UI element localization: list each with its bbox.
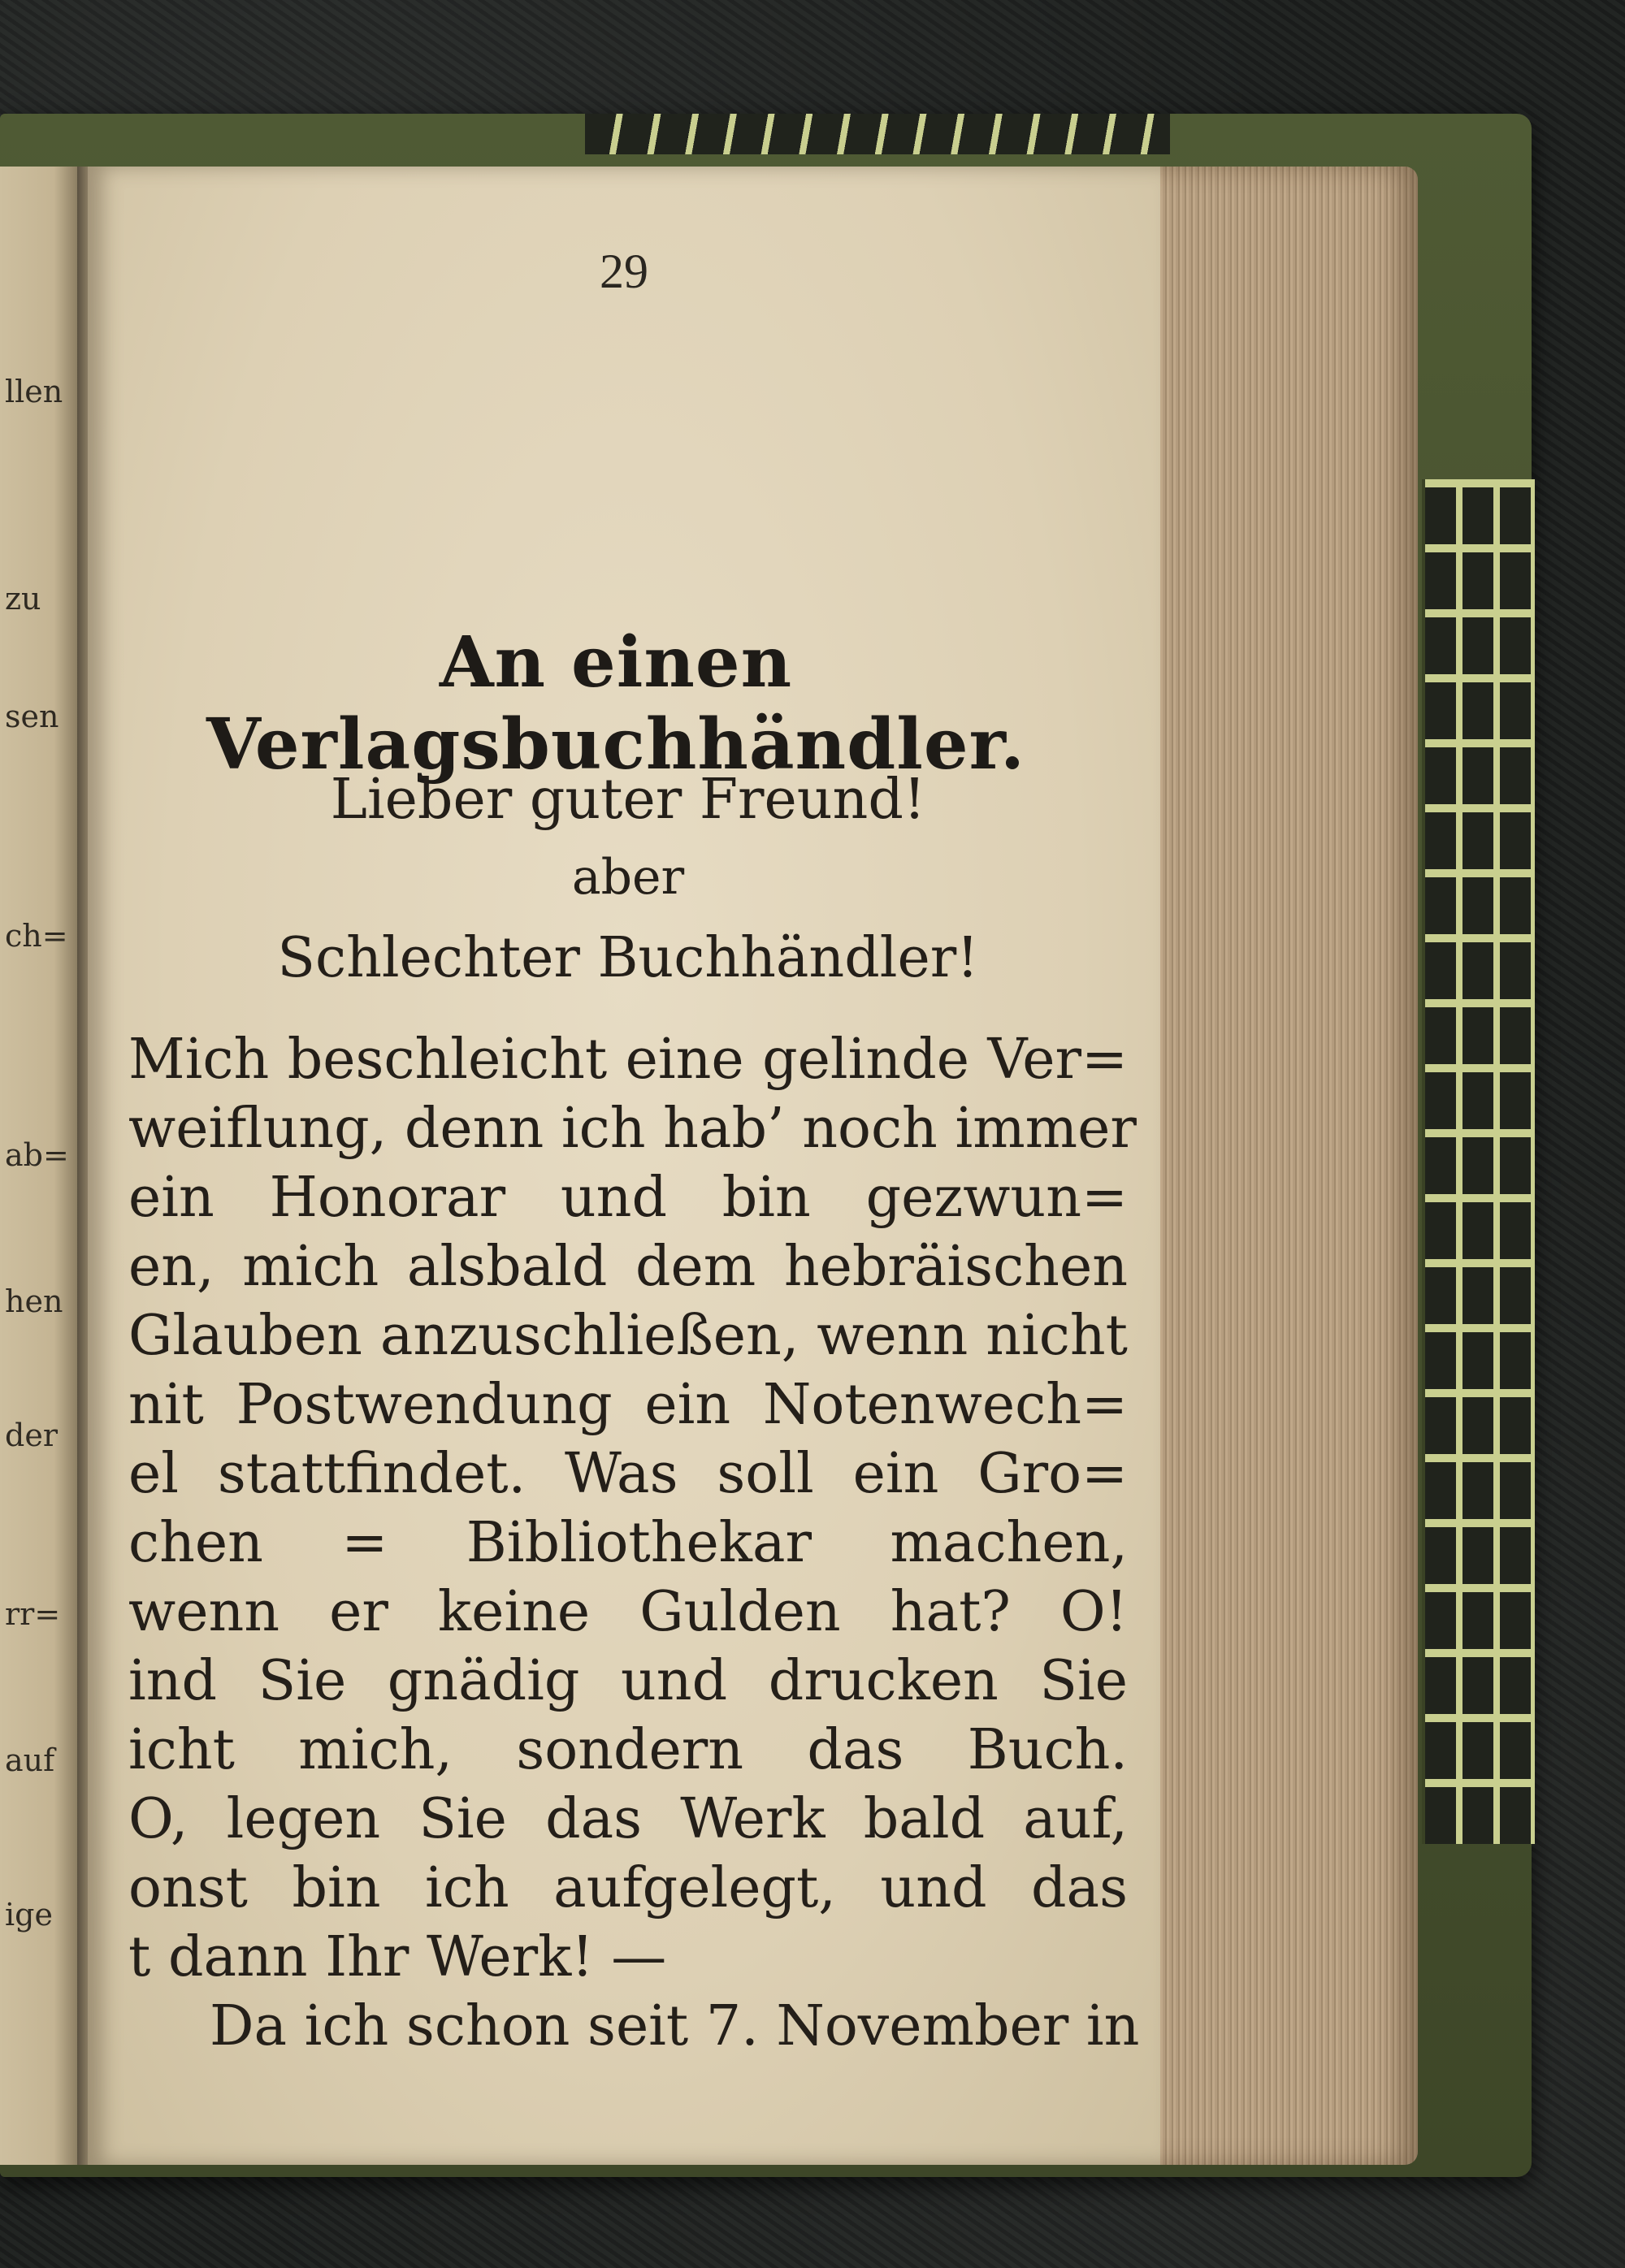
- page-edges: [1150, 167, 1418, 2165]
- left-page-fragment: rr=: [5, 1596, 61, 1632]
- body-line: Glauben anzuschließen, wenn nicht: [128, 1304, 1128, 1368]
- body-line: O, legen Sie das Werk bald auf,: [128, 1787, 1128, 1851]
- right-page: [88, 167, 1160, 2165]
- left-page-fragment: sen: [5, 699, 59, 734]
- left-page-fragment: der: [5, 1418, 58, 1453]
- body-line: weiflung, denn ich hab’ noch immer: [128, 1097, 1137, 1161]
- page-number: 29: [600, 245, 648, 298]
- body-line: Mich beschleicht eine gelinde Ver=: [128, 1028, 1128, 1092]
- body-line: ein Honorar und bin gezwun=: [128, 1166, 1128, 1230]
- body-line: ind Sie gnädig und drucken Sie: [128, 1649, 1128, 1713]
- left-page-fragment: auf: [5, 1742, 55, 1778]
- salutation-line: aber: [571, 849, 685, 906]
- body-line: en, mich alsbald dem hebräischen: [128, 1235, 1128, 1299]
- left-page-fragment: hen: [5, 1283, 63, 1319]
- page-heading: An einen Verlagsbuchhändler.: [206, 621, 1025, 786]
- salutation-line: Schlechter Buchhändler!: [277, 926, 979, 990]
- body-line: onst bin ich aufgelegt, und das: [128, 1856, 1128, 1920]
- left-page-fragment: zu: [5, 581, 41, 617]
- marbled-edge-top: [585, 114, 1170, 154]
- body-line: el stattfindet. Was soll ein Gro=: [128, 1442, 1128, 1506]
- body-line: icht mich, sondern das Buch.: [128, 1718, 1128, 1782]
- marbled-endpaper: [1422, 479, 1535, 1844]
- body-line: chen = Bibliothekar machen,: [128, 1511, 1128, 1575]
- body-line: wenn er keine Gulden hat? O!: [128, 1580, 1128, 1644]
- left-page-fragment: ige: [5, 1897, 53, 1933]
- left-page-fragment: ab=: [5, 1137, 69, 1173]
- left-page-fragment: ch=: [5, 918, 68, 954]
- salutation-line: Lieber guter Freund!: [330, 768, 926, 832]
- left-page: [0, 167, 77, 2165]
- body-line: nit Postwendung ein Notenwech=: [128, 1373, 1128, 1437]
- body-line: t dann Ihr Werk! —: [128, 1925, 667, 1989]
- body-line: Da ich schon seit 7. November in: [210, 1994, 1140, 2058]
- left-page-fragment: llen: [5, 374, 63, 409]
